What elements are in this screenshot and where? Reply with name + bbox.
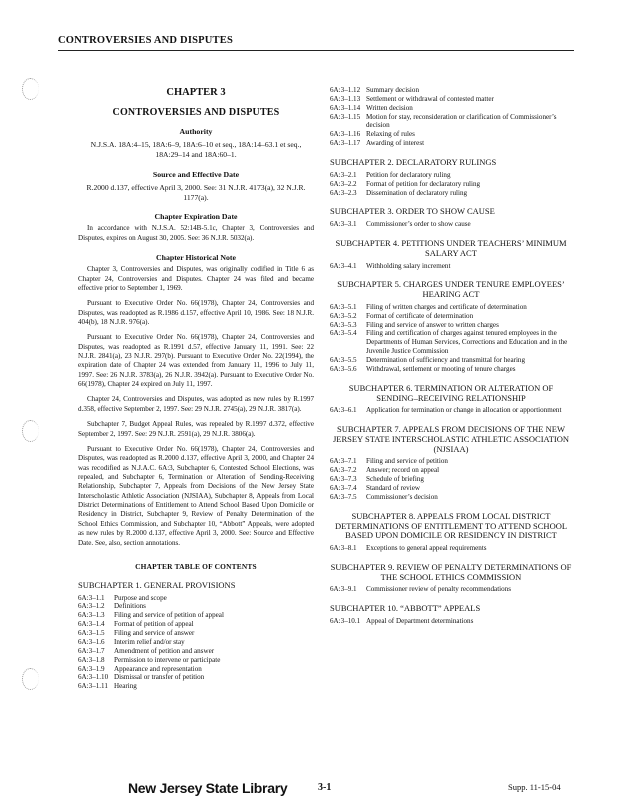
section-number: 6A:3–5.5: [330, 356, 357, 365]
section-number: 6A:3–1.3: [78, 611, 105, 620]
subchapter-list: [330, 262, 572, 271]
toc-row[interactable]: [330, 104, 572, 113]
section-number: 6A:3–7.4: [330, 484, 357, 493]
section-number: 6A:3–1.11: [78, 682, 108, 691]
toc-row[interactable]: [78, 665, 314, 674]
section-number: 6A:3–1.5: [78, 629, 105, 638]
subchapter-title: SUBCHAPTER 1. GENERAL PROVISIONS: [78, 579, 236, 590]
toc-row[interactable]: [330, 356, 572, 365]
toc-row[interactable]: [78, 673, 314, 682]
section-number: 6A:3–5.6: [330, 364, 357, 373]
subchapter-list: [330, 406, 572, 415]
toc-row[interactable]: [330, 95, 572, 104]
page-number: 3-1: [318, 782, 332, 793]
subchapter-list: [78, 594, 314, 691]
section-title: Filing and service of petition of appeal: [114, 611, 224, 620]
section-title: Application for termination or change in allocation or apportionment: [366, 406, 562, 415]
section-number: 6A:3–5.1: [330, 302, 357, 311]
section-number: 6A:3–4.1: [330, 261, 357, 270]
section-number: 6A:3–10.1: [330, 617, 361, 626]
subchapter-list: [330, 617, 572, 626]
toc-row[interactable]: [330, 312, 572, 321]
section-title: Format of petition for declaratory ruling: [366, 179, 481, 188]
source-text: R.2000 d.137, effective April 3, 2000. See: 31 N.J.R. 4173(a), 32 N.J.R. 1177(a).: [86, 182, 306, 202]
section-title: Awarding of interest: [366, 139, 425, 148]
toc-row[interactable]: [78, 629, 314, 638]
section-title: Amendment of petition and answer: [114, 646, 215, 655]
section-number: 6A:3–1.16: [330, 130, 361, 139]
section-title: Settlement or withdrawal of contested matter: [366, 94, 494, 103]
subchapter-list: [330, 585, 572, 594]
section-title: Motion for stay, reconsideration or clarification of Commissioner’s decision: [366, 112, 557, 130]
chapter-label: CHAPTER 3: [166, 87, 226, 98]
section-number: 6A:3–7.5: [330, 492, 357, 501]
toc-row[interactable]: [330, 466, 572, 475]
toc-row[interactable]: [330, 180, 572, 189]
section-number: 6A:3–7.2: [330, 466, 357, 475]
section-number: 6A:3–5.2: [330, 311, 357, 320]
chapter-title: CONTROVERSIES AND DISPUTES: [112, 107, 280, 118]
toc-row[interactable]: [330, 139, 572, 148]
toc-row[interactable]: [330, 303, 572, 312]
section-title: Schedule of briefing: [366, 475, 424, 484]
section-title: Definitions: [114, 602, 146, 611]
section-number: 6A:3–2.1: [330, 170, 357, 179]
toc-row[interactable]: [330, 86, 572, 95]
toc-row[interactable]: [330, 189, 572, 198]
section-title: Standard of review: [366, 484, 420, 493]
toc-row[interactable]: [330, 220, 572, 229]
section-title: Commissioner’s order to show cause: [366, 220, 471, 229]
toc-row[interactable]: [78, 638, 314, 647]
toc-row[interactable]: [330, 406, 572, 415]
section-number: 6A:3–1.10: [78, 673, 109, 682]
toc-row[interactable]: [330, 171, 572, 180]
section-number: 6A:3–1.1: [78, 593, 105, 602]
section-title: Filing and certification of charges against tenured employees in the Departments of Human Services, Corrections and Education and in the Juvenile Justice Commission: [366, 329, 568, 356]
expiration-heading: Chapter Expiration Date: [154, 212, 238, 222]
section-number: 6A:3–1.4: [78, 620, 105, 629]
section-title: Commissioner’s decision: [366, 492, 438, 501]
toc-row[interactable]: [330, 365, 572, 374]
history-paragraph: Pursuant to Executive Order No. 66(1978), Chapter 24, Controversies and Disputes, was readopted as R.2000 d.137, effective April 3, 2000, and Chapter 24 was recodified as N.J.A.C. 6A:3, Subchapter 6, Contested School Elections, was repealed, and Subchapter 6, Termination or Alteration of Sending-Receiving Relationship, Subchapter 7, Appeals from Decisions of the New Jersey State Interscholastic Athletic Association (NJSIAA), Subchapter 8, Appeals from Local District Determinations of Entitlement to Attend School Based Upon Domicile or Residency in District, Subchapter 9, Review of Penalty Determination of the School Ethics Commission, and Subchapter 10, “Abbott” Appeals, were adopted as new rules by R.2000 d.137, effective April 3, 2000. See: Source and Effective Date. See, also, section annotations.: [78, 444, 314, 547]
header-rule: [58, 50, 574, 51]
subchapter-title: SUBCHAPTER 8. APPEALS FROM LOCAL DISTRICT DETERMINATIONS OF ENTITLEMENT TO ATTEND SCHOOL BASED UPON DOMICILE OR RESIDENCY IN DISTRICT: [334, 510, 568, 541]
toc-row[interactable]: [330, 262, 572, 271]
subchapter-title: SUBCHAPTER 7. APPEALS FROM DECISIONS OF THE NEW JERSEY STATE INTERSCHOLASTIC ATHLETIC ASSOCIATION (NJSIAA): [332, 424, 570, 454]
section-title: Written decision: [366, 103, 413, 112]
section-number: 6A:3–5.3: [330, 320, 357, 329]
section-title: Format of petition of appeal: [114, 620, 194, 629]
right-column: [330, 86, 572, 626]
toc-row[interactable]: [330, 457, 572, 466]
authority-text: N.J.S.A. 18A:4–15, 18A:6–9, 18A:6–10 et seq., 18A:14–63.1 et seq., 18A:29–14 and 18A:60–1.: [90, 140, 302, 159]
section-title: Petition for declaratory ruling: [366, 170, 451, 179]
subchapter-title: SUBCHAPTER 4. PETITIONS UNDER TEACHERS’ MINIMUM SALARY ACT: [335, 237, 567, 258]
punch-hole-mark: [22, 668, 39, 690]
subchapter-title: SUBCHAPTER 3. ORDER TO SHOW CAUSE: [330, 206, 495, 217]
section-title: Appeal of Department determinations: [366, 617, 474, 626]
toc-row[interactable]: [78, 682, 314, 691]
history-paragraph: Subchapter 7, Budget Appeal Rules, was repealed by R.1997 d.372, effective September 2, 1997. See: 29 N.J.R. 2591(a), 29 N.J.R. 3806(a).: [78, 420, 314, 438]
section-number: 6A:3–7.1: [330, 457, 357, 466]
section-title: Filing of written charges and certificate of determination: [366, 302, 527, 311]
authority-heading: Authority: [179, 127, 213, 136]
section-title: Filing and service of petition: [366, 457, 448, 466]
section-title: Permission to intervene or participate: [114, 655, 221, 664]
toc-row[interactable]: [78, 647, 314, 656]
supplement-date: Supp. 11-15-04: [508, 782, 561, 792]
toc-row[interactable]: [330, 475, 572, 484]
section-number: 6A:3–1.9: [78, 664, 105, 673]
section-number: 6A:3–2.3: [330, 188, 357, 197]
toc-row[interactable]: [330, 493, 572, 502]
toc-row[interactable]: [330, 544, 572, 553]
section-title: Withholding salary increment: [366, 261, 451, 270]
subchapter-title: SUBCHAPTER 2. DECLARATORY RULINGS: [330, 157, 497, 168]
history-paragraph: Pursuant to Executive Order No. 66(1978), Chapter 24, Controversies and Disputes, was readopted as R.1991 d.57, effective January 11, 1991. See: 22 N.J.R. 2841(a), 23 N.J.R. 297(b). Pursuant to Executive Order No. 22(1994), the expiration date of Chapter 24 was extended from January 11, 1996 to July 11, 1997. See: 26 N.J.R. 3783(a), 26 N.J.R. 3942(a). Pursuant to Executive Order No. 66(1978), Chapter 24 expired on July 11, 1997.: [78, 333, 314, 389]
subchapter-list: [330, 544, 572, 553]
subchapter-list: [330, 303, 572, 374]
subchapter-list: [330, 457, 572, 501]
toc-row[interactable]: [330, 617, 572, 626]
subchapter-list: [330, 171, 572, 198]
history-paragraph: Chapter 3, Controversies and Disputes, was originally codified in Title 6 as Chapter 24, Controversies and Disputes. Chapter 24 was filed and became effective prior to September 1, 1969.: [78, 265, 314, 292]
toc-row[interactable]: [330, 585, 572, 594]
toc-row[interactable]: [78, 594, 314, 603]
section-title: Dismissal or transfer of petition: [114, 673, 205, 682]
section-number: 6A:3–1.14: [330, 103, 361, 112]
left-column: [78, 84, 314, 691]
source-heading: Source and Effective Date: [152, 169, 240, 179]
section-title: Appearance and representation: [114, 664, 202, 673]
section-title: Filing and service of answer to written charges: [366, 320, 499, 329]
section-number: 6A:3–1.2: [78, 602, 105, 611]
section-number: 6A:3–1.12: [330, 86, 361, 94]
section-number: 6A:3–1.15: [330, 112, 361, 121]
punch-hole-mark: [22, 420, 39, 442]
section-title: Answer; record on appeal: [366, 466, 440, 475]
history-heading: Chapter Historical Note: [156, 253, 236, 263]
subchapter-list: [330, 220, 572, 229]
section-number: 6A:3–1.13: [330, 94, 361, 103]
subchapter-title: SUBCHAPTER 5. CHARGES UNDER TENURE EMPLOYEES’ HEARING ACT: [337, 279, 565, 300]
subchapter-title: SUBCHAPTER 6. TERMINATION OR ALTERATION OF SENDING–RECEIVING RELATIONSHIP: [348, 382, 554, 403]
section-title: Determination of sufficiency and transmittal for hearing: [366, 356, 526, 365]
toc-row[interactable]: [330, 329, 572, 356]
toc-row[interactable]: [330, 484, 572, 493]
toc-row[interactable]: [78, 611, 314, 620]
toc-row[interactable]: [78, 620, 314, 629]
section-number: 6A:3–2.2: [330, 179, 357, 188]
section-title: Commissioner review of penalty recommendations: [366, 585, 511, 594]
section-number: 6A:3–1.6: [78, 637, 105, 646]
section-number: 6A:3–5.4: [330, 329, 357, 338]
section-title: Withdrawal, settlement or mooting of tenure charges: [366, 364, 516, 373]
section-title: Interim relief and/or stay: [114, 637, 185, 646]
section-title: Summary decision: [366, 86, 419, 94]
section-number: 6A:3–1.8: [78, 655, 105, 664]
toc-row[interactable]: [78, 656, 314, 665]
toc-row[interactable]: [330, 321, 572, 330]
subchapter-list-continued: [330, 86, 572, 148]
punch-hole-mark: [22, 78, 39, 100]
section-number: 6A:3–6.1: [330, 406, 357, 415]
section-title: Purpose and scope: [114, 593, 167, 602]
section-number: 6A:3–7.3: [330, 475, 357, 484]
expiration-text: In accordance with N.J.S.A. 52:14B-5.1c, Chapter 3, Controversies and Disputes, expires on August 30, 2005. See: 36 N.J.R. 5032(a).: [78, 224, 314, 242]
section-title: Dissemination of declaratory ruling: [366, 188, 468, 197]
section-number: 6A:3–9.1: [330, 585, 357, 594]
toc-heading: CHAPTER TABLE OF CONTENTS: [135, 561, 257, 571]
history-paragraph: Chapter 24, Controversies and Disputes, was adopted as new rules by R.1997 d.358, effective September 2, 1997. See: 29 N.J.R. 2745(a), 29 N.J.R. 3817(a).: [78, 395, 314, 413]
toc-row[interactable]: [330, 113, 572, 131]
section-title: Exceptions to general appeal requirements: [366, 544, 487, 553]
section-title: Format of certificate of determination: [366, 311, 474, 320]
subchapter-title: SUBCHAPTER 10. “ABBOTT” APPEALS: [330, 603, 481, 614]
history-paragraph: Pursuant to Executive Order No. 66(1978), Chapter 24, Controversies and Disputes, was readopted as R.1986 d.157, effective April 10, 1986. See: 18 N.J.R. 404(b), 18 N.J.R. 976(a).: [78, 299, 314, 326]
toc-row[interactable]: [78, 602, 314, 611]
section-number: 6A:3–3.1: [330, 220, 357, 229]
section-title: Filing and service of answer: [114, 629, 195, 638]
section-title: Hearing: [114, 682, 137, 691]
section-number: 6A:3–1.17: [330, 139, 361, 148]
running-head: CONTROVERSIES AND DISPUTES: [58, 35, 233, 46]
library-stamp: New Jersey State Library: [128, 780, 288, 796]
toc-row[interactable]: [330, 130, 572, 139]
subchapter-title: SUBCHAPTER 9. REVIEW OF PENALTY DETERMINATIONS OF THE SCHOOL ETHICS COMMISSION: [330, 561, 572, 582]
section-number: 6A:3–1.7: [78, 646, 105, 655]
section-number: 6A:3–8.1: [330, 544, 357, 553]
section-title: Relaxing of rules: [366, 130, 415, 139]
